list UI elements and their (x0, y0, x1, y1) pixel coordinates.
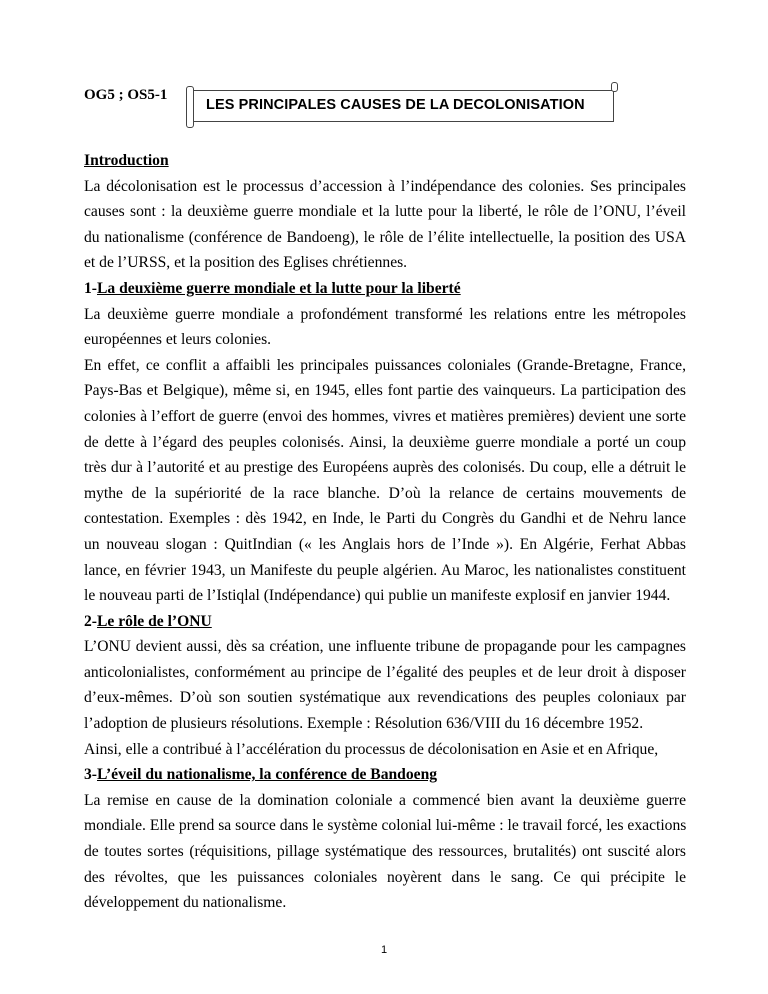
paragraph (84, 737, 686, 763)
text-line: La remise en cause de la domination coloniale a commencé bien avant la deuxième guerre (84, 791, 686, 809)
text-line: causes sont : la deuxième guerre mondiale et la lutte pour la liberté, le rôle de l’ONU, l’éveil (84, 203, 686, 221)
paragraph (84, 174, 686, 276)
text-line: européennes et leurs colonies. (84, 331, 272, 349)
text-line: et de l’URSS, et la position des Eglises chrétiennes. (84, 254, 408, 272)
text-line: colonies à l’effort de guerre (envoi des hommes, vivres et matières premières) devient une sorte (84, 407, 686, 425)
section-number: 2- (84, 612, 97, 630)
text-line: de toutes sortes (réquisitions, pillage systématique des ressources, brutalités) ont suscité alors (84, 843, 686, 861)
section-number: 1- (84, 279, 97, 297)
page-title: LES PRINCIPALES CAUSES DE LA DECOLONISATION (206, 97, 585, 113)
section-heading-text: Le rôle de l’ONU (97, 612, 212, 630)
paragraph (84, 302, 686, 353)
section-heading-text: L’éveil du nationalisme, la conférence de Bandoeng (97, 766, 438, 784)
section-heading-text: La deuxième guerre mondiale et la lutte pour la liberté (97, 279, 461, 297)
text-line: un nouveau slogan : QuitIndian (« les Anglais hors de l’Inde »). En Algérie, Ferhat Abbas (84, 535, 686, 553)
text-line: l’adoption de plusieurs résolutions. Exemple : Résolution 636/VIII du 16 décembre 1952. (84, 715, 644, 733)
text-line: En effet, ce conflit a affaibli les principales puissances coloniales (Grande-Bretagne, France, (84, 356, 686, 374)
page-number: 1 (380, 944, 388, 956)
text-line: le nouveau parti de l’Istiqlal (Indépendance) qui publie un manifeste explosif en janvier 1944. (84, 587, 671, 605)
document-body (84, 148, 686, 916)
section-heading (84, 148, 686, 174)
title-banner (186, 86, 618, 122)
scroll-curl-left (186, 86, 194, 128)
text-line: La deuxième guerre mondiale a profondément transformé les relations entre les métropoles (84, 305, 686, 323)
section-heading (84, 762, 686, 788)
text-line: des révoltes, que les puissances coloniales noyèrent dans le sang. Ce qui précipite le (84, 868, 686, 886)
section-heading (84, 276, 686, 302)
section-heading (84, 609, 686, 635)
paragraph (84, 353, 686, 609)
text-line: anticolonialistes, conformément au principe de l’égalité des peuples et de leur droit à disposer (84, 663, 686, 681)
section-number: 3- (84, 766, 97, 784)
text-line: L’ONU devient aussi, dès sa création, une influente tribune de propagande pour les campagnes (84, 638, 686, 656)
objective-code: OG5 ; OS5-1 (84, 87, 168, 103)
text-line: très dur à l’autorité et au prestige des Européens auprès des colonisés. Du coup, elle a détruit le (84, 459, 686, 477)
paragraph (84, 788, 686, 916)
text-line: lance, en février 1943, un Manifeste du peuple algérien. Au Maroc, les nationalistes constituent (84, 561, 686, 579)
text-line: d’eux-mêmes. D’où son soutien systématique aux revendications des peuples coloniaux par (84, 689, 686, 707)
text-line: mondiale. Elle prend sa source dans le système colonial lui-même : le travail forcé, les exactions (84, 817, 687, 835)
text-line: contestation. Exemples : dès 1942, en Inde, le Parti du Congrès du Gandhi et de Nehru lance (84, 510, 686, 528)
paragraph (84, 634, 686, 736)
text-line: du nationalisme (conférence de Bandoeng), le rôle de l’élite intellectuelle, la position des USA (84, 228, 686, 246)
text-line: mythe de la supériorité de la race blanche. D’où la relance de certains mouvements de (84, 484, 686, 502)
text-line: Ainsi, elle a contribué à l’accélération du processus de décolonisation en Asie et en Afrique, (84, 740, 659, 758)
text-line: Pays-Bas et Belgique), même si, en 1945, elles font partie des vainqueurs. La participation des (84, 382, 686, 400)
section-heading-text: Introduction (84, 152, 169, 169)
scroll-curl-right (611, 82, 618, 92)
text-line: de dette à l’égard des peuples colonisés. Ainsi, la deuxième guerre mondiale a porté un coup (84, 433, 686, 451)
text-line: La décolonisation est le processus d’accession à l’indépendance des colonies. Ses principales (84, 177, 686, 195)
text-line: développement du nationalisme. (84, 894, 287, 912)
